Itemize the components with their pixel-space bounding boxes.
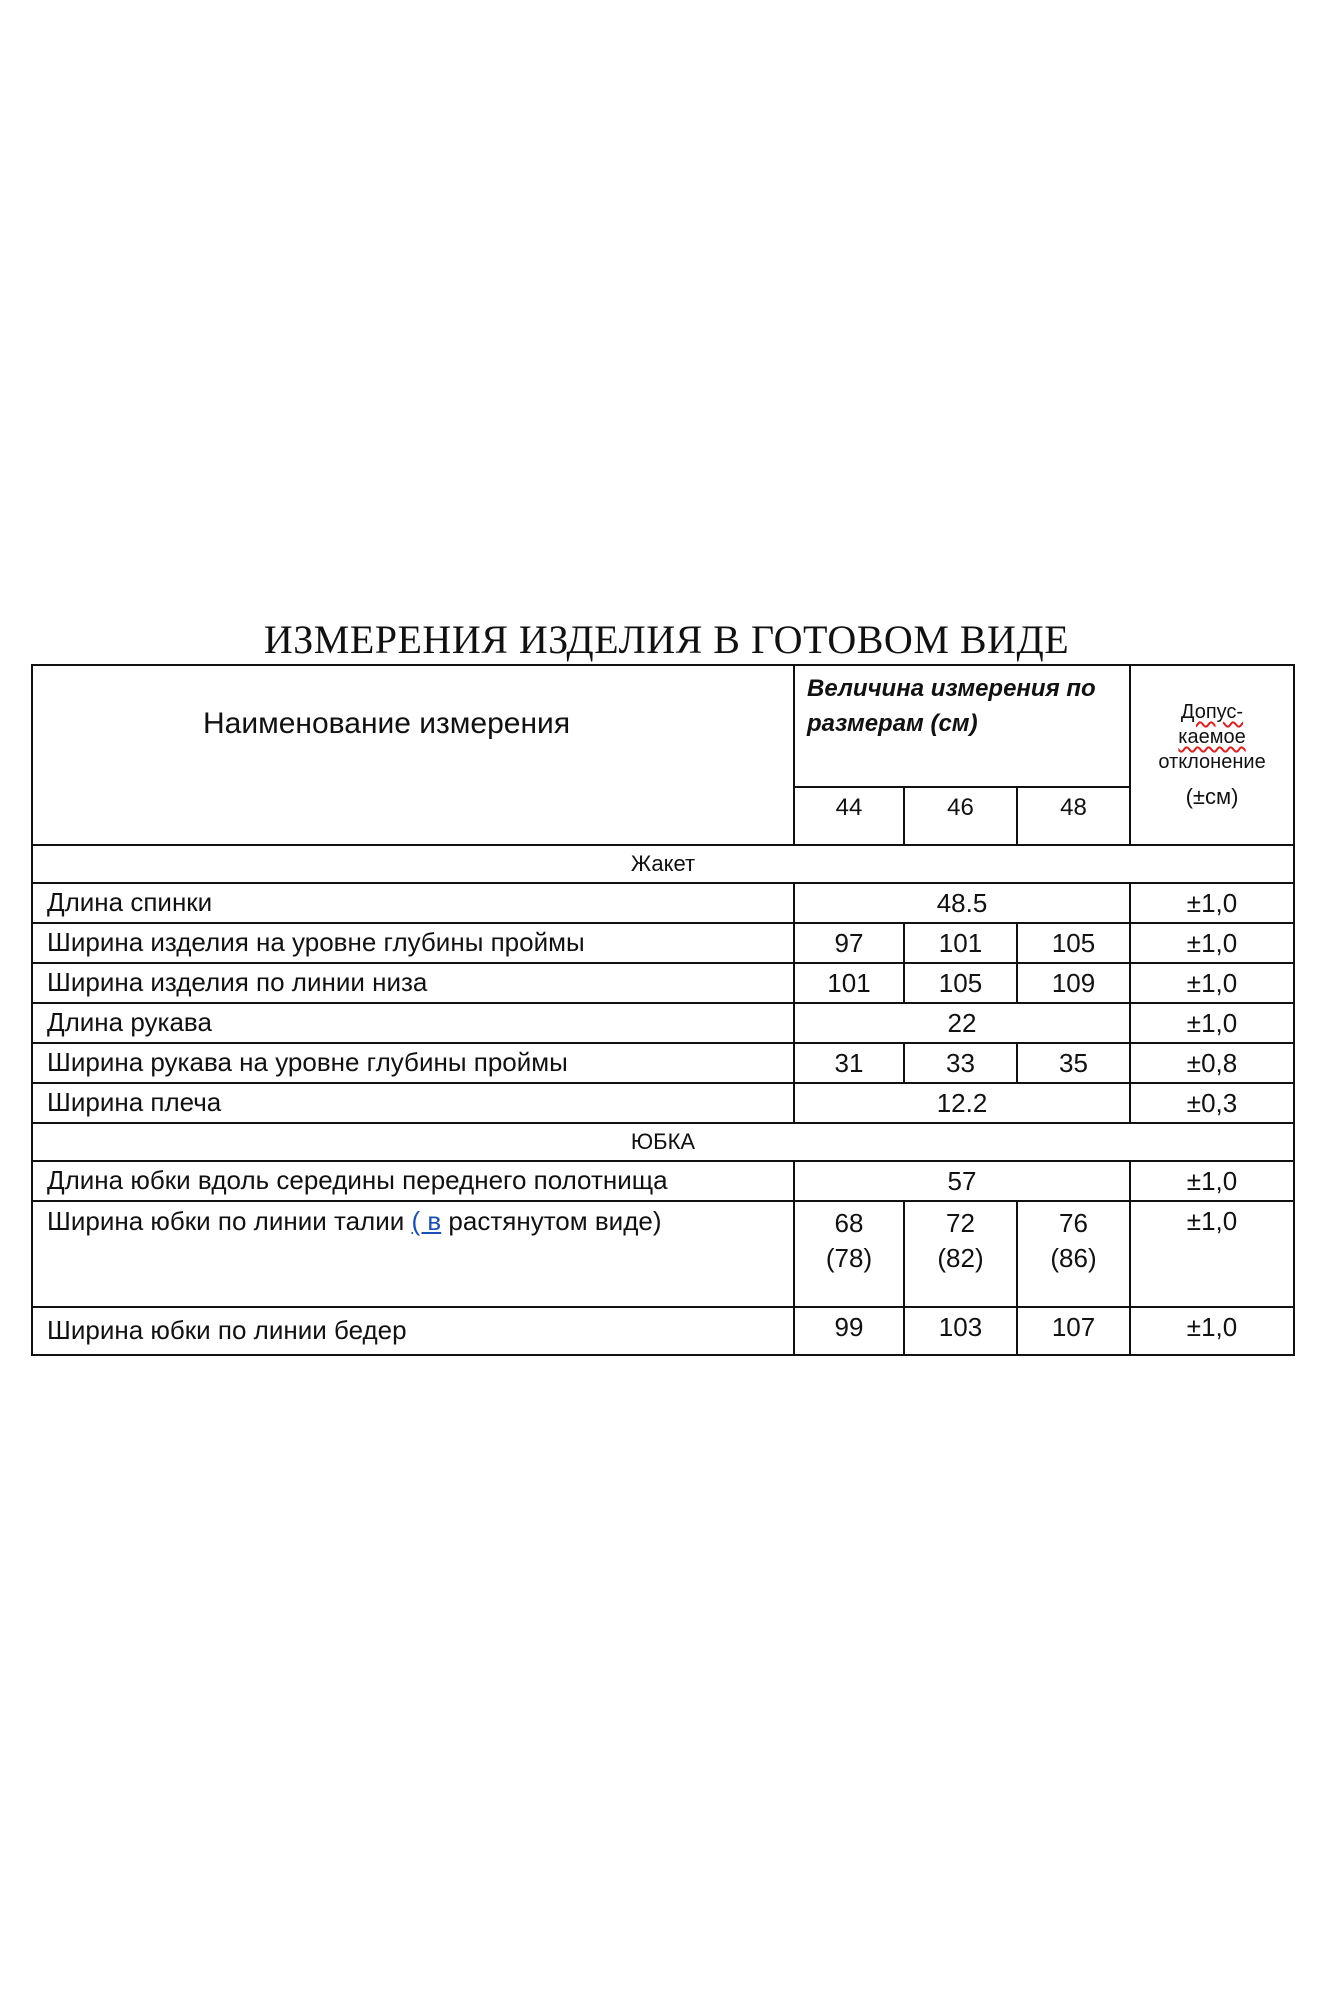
row-name: Ширина изделия на уровне глубины проймы — [32, 923, 794, 963]
value-stretched: (86) — [1050, 1243, 1097, 1274]
row-name: Ширина изделия по линии низа — [32, 963, 794, 1003]
header-tolerance-column — [1130, 665, 1294, 845]
row-value: 57 — [794, 1161, 1130, 1201]
row-name — [32, 1201, 794, 1307]
table-row — [32, 923, 1294, 963]
section-jacket: Жакет — [32, 845, 1294, 883]
size-44: 44 — [794, 787, 904, 845]
row-tolerance: ±1,0 — [1130, 923, 1294, 963]
table-row — [32, 1201, 1294, 1307]
row-value-46: 101 — [904, 923, 1017, 963]
row-value: 48.5 — [794, 883, 1130, 923]
row-value-44: 99 — [794, 1307, 904, 1355]
measurements-table — [31, 664, 1295, 1356]
row-tolerance: ±1,0 — [1130, 1201, 1294, 1307]
row-tolerance: ±1,0 — [1130, 1307, 1294, 1355]
value-primary: 76 — [1059, 1208, 1088, 1238]
size-46: 46 — [904, 787, 1017, 845]
row-tolerance: ±1,0 — [1130, 883, 1294, 923]
row-name: Длина рукава — [32, 1003, 794, 1043]
header-size-column: Величина измерения по размерам (см) — [794, 665, 1130, 787]
size-48: 48 — [1017, 787, 1130, 845]
row-name-part: растянутом виде) — [441, 1206, 662, 1236]
tolerance-line-3: отклонение — [1158, 750, 1266, 773]
inline-link[interactable]: ( в — [411, 1206, 442, 1236]
row-name: Длина юбки вдоль середины переднего полотнища — [32, 1161, 794, 1201]
row-value-44 — [794, 1201, 904, 1307]
row-value-46: 103 — [904, 1307, 1017, 1355]
row-tolerance: ±1,0 — [1130, 963, 1294, 1003]
row-tolerance: ±1,0 — [1130, 1003, 1294, 1043]
row-value-46 — [904, 1201, 1017, 1307]
row-value-44: 97 — [794, 923, 904, 963]
tolerance-line-4: (±см) — [1185, 783, 1239, 809]
row-value-48: 109 — [1017, 963, 1130, 1003]
row-value-48: 105 — [1017, 923, 1130, 963]
page-title: ИЗМЕРЕНИЯ ИЗДЕЛИЯ В ГОТОВОМ ВИДЕ — [263, 617, 1070, 662]
tolerance-line-1: Допус- — [1180, 700, 1244, 723]
row-value-46: 105 — [904, 963, 1017, 1003]
value-stretched: (82) — [937, 1243, 984, 1274]
row-name: Ширина рукава на уровне глубины проймы — [32, 1043, 794, 1083]
row-value-48 — [1017, 1201, 1130, 1307]
tolerance-line-2: каемое — [1178, 725, 1246, 748]
table-row — [32, 1003, 1294, 1043]
row-value-44: 101 — [794, 963, 904, 1003]
table-row — [32, 883, 1294, 923]
row-value: 12.2 — [794, 1083, 1130, 1123]
table-row — [32, 963, 1294, 1003]
row-value-46: 33 — [904, 1043, 1017, 1083]
row-name-part: Ширина юбки по линии талии — [47, 1206, 412, 1236]
header-name-column: Наименование измерения — [32, 665, 794, 845]
row-value-48: 107 — [1017, 1307, 1130, 1355]
table-row — [32, 1083, 1294, 1123]
row-name: Длина спинки — [32, 883, 794, 923]
row-value-44: 31 — [794, 1043, 904, 1083]
row-name: Ширина юбки по линии бедер — [32, 1307, 794, 1355]
row-tolerance: ±0,8 — [1130, 1043, 1294, 1083]
table-row — [32, 1043, 1294, 1083]
table-row — [32, 1307, 1294, 1355]
row-name: Ширина плеча — [32, 1083, 794, 1123]
value-primary: 68 — [834, 1208, 864, 1238]
table-row — [32, 1161, 1294, 1201]
section-skirt: ЮБКА — [32, 1123, 1294, 1161]
row-value: 22 — [794, 1003, 1130, 1043]
row-value-48: 35 — [1017, 1043, 1130, 1083]
value-stretched: (78) — [825, 1243, 873, 1274]
value-primary: 72 — [946, 1208, 975, 1238]
row-tolerance: ±1,0 — [1130, 1161, 1294, 1201]
row-tolerance: ±0,3 — [1130, 1083, 1294, 1123]
